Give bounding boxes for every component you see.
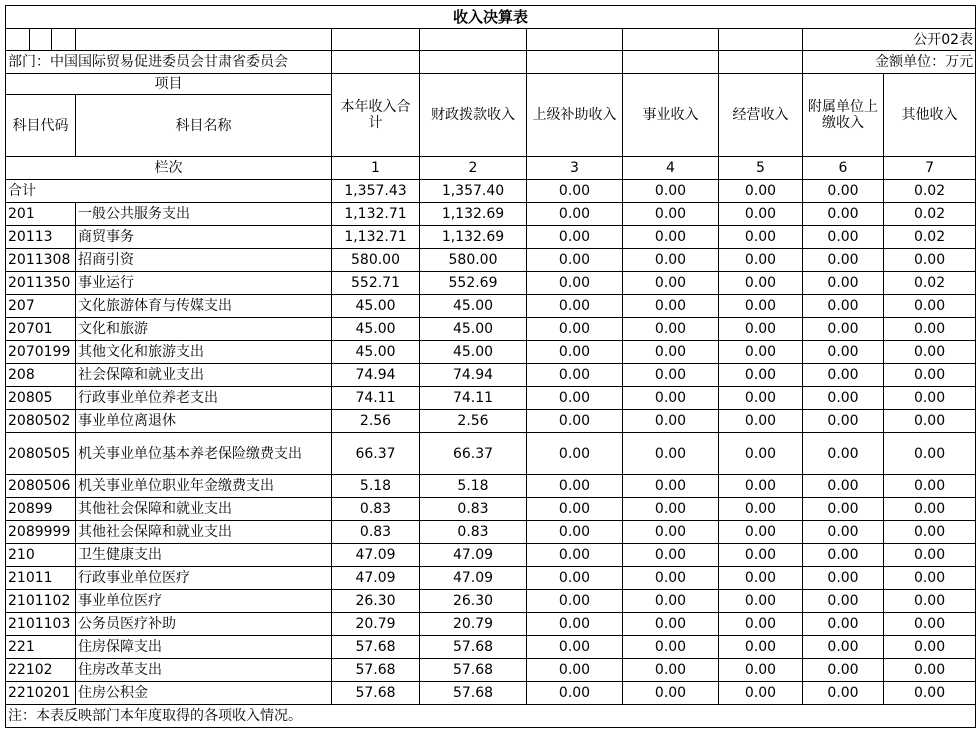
amount-cell: 0.00	[884, 544, 976, 567]
amount-cell: 0.83	[420, 521, 527, 544]
total-value: 0.00	[623, 180, 719, 203]
table-row	[6, 659, 976, 682]
amount-cell: 26.30	[332, 590, 420, 613]
column-number: 2	[420, 157, 527, 180]
amount-cell: 0.00	[884, 249, 976, 272]
amount-cell: 0.00	[884, 659, 976, 682]
amount-cell: 0.00	[623, 475, 719, 498]
subject-name: 住房保障支出	[76, 636, 332, 659]
subject-name: 住房公积金	[76, 682, 332, 705]
amount-cell: 0.00	[623, 387, 719, 410]
amount-cell: 0.00	[527, 387, 623, 410]
amount-cell: 0.00	[623, 433, 719, 475]
amount-cell: 57.68	[420, 636, 527, 659]
amount-cell: 0.00	[623, 341, 719, 364]
amount-cell: 0.00	[803, 590, 884, 613]
blank-cell	[719, 51, 803, 74]
amount-cell: 0.00	[527, 433, 623, 475]
subject-code: 20899	[6, 498, 76, 521]
header-operating: 经营收入	[719, 74, 803, 157]
subject-name: 社会保障和就业支出	[76, 364, 332, 387]
income-statement-table	[5, 5, 976, 728]
table-row	[6, 318, 976, 341]
header-code: 科目代码	[6, 95, 76, 157]
amount-cell: 45.00	[420, 318, 527, 341]
amount-cell: 0.00	[884, 410, 976, 433]
amount-cell: 2.56	[420, 410, 527, 433]
amount-cell: 0.00	[719, 387, 803, 410]
column-number: 4	[623, 157, 719, 180]
department-label: 部门：中国国际贸易促进委员会甘肃省委员会	[6, 51, 332, 74]
subject-code: 210	[6, 544, 76, 567]
subject-name: 文化旅游体育与传媒支出	[76, 295, 332, 318]
subject-code: 2101102	[6, 590, 76, 613]
amount-cell: 0.00	[803, 659, 884, 682]
amount-cell: 0.00	[527, 636, 623, 659]
table-row	[6, 387, 976, 410]
amount-cell: 0.00	[803, 613, 884, 636]
column-number: 7	[884, 157, 976, 180]
amount-cell: 0.00	[803, 682, 884, 705]
total-value: 1,357.40	[420, 180, 527, 203]
subject-code: 20113	[6, 226, 76, 249]
subject-code: 20701	[6, 318, 76, 341]
amount-cell: 0.83	[332, 498, 420, 521]
subject-code: 20805	[6, 387, 76, 410]
total-value: 0.02	[884, 180, 976, 203]
amount-cell: 0.00	[527, 544, 623, 567]
amount-cell: 0.83	[332, 521, 420, 544]
amount-cell: 57.68	[332, 659, 420, 682]
amount-cell: 0.00	[719, 498, 803, 521]
header-affiliated: 附属单位上缴收入	[803, 74, 884, 157]
amount-cell: 57.68	[420, 659, 527, 682]
subject-name: 事业运行	[76, 272, 332, 295]
unit-label: 金额单位：万元	[803, 51, 976, 74]
amount-cell: 0.00	[719, 636, 803, 659]
column-number: 3	[527, 157, 623, 180]
subject-code: 2080506	[6, 475, 76, 498]
subject-name: 其他文化和旅游支出	[76, 341, 332, 364]
amount-cell: 0.00	[719, 410, 803, 433]
amount-cell: 66.37	[420, 433, 527, 475]
amount-cell: 0.00	[527, 498, 623, 521]
amount-cell: 0.00	[803, 249, 884, 272]
subject-name: 招商引资	[76, 249, 332, 272]
amount-cell: 0.00	[719, 475, 803, 498]
header-other: 其他收入	[884, 74, 976, 157]
amount-cell: 0.00	[719, 567, 803, 590]
blank-cell	[719, 29, 803, 51]
amount-cell: 0.00	[803, 318, 884, 341]
table-row	[6, 433, 976, 475]
amount-cell: 0.00	[884, 341, 976, 364]
blank-cell	[52, 29, 76, 51]
amount-cell: 580.00	[420, 249, 527, 272]
amount-cell: 0.00	[527, 295, 623, 318]
blank-cell	[527, 51, 623, 74]
amount-cell: 0.00	[884, 682, 976, 705]
amount-cell: 45.00	[332, 341, 420, 364]
amount-cell: 26.30	[420, 590, 527, 613]
column-number: 1	[332, 157, 420, 180]
amount-cell: 0.00	[719, 249, 803, 272]
table-row	[6, 590, 976, 613]
amount-cell: 0.00	[719, 521, 803, 544]
amount-cell: 0.00	[884, 475, 976, 498]
subject-name: 事业单位医疗	[76, 590, 332, 613]
table-row	[6, 272, 976, 295]
column-number: 6	[803, 157, 884, 180]
subject-name: 一般公共服务支出	[76, 203, 332, 226]
table-row	[6, 544, 976, 567]
amount-cell: 0.00	[719, 226, 803, 249]
amount-cell: 0.00	[623, 410, 719, 433]
amount-cell: 45.00	[420, 295, 527, 318]
blank-cell	[332, 29, 420, 51]
header-total-income: 本年收入合计	[332, 74, 420, 157]
subject-name: 行政事业单位医疗	[76, 567, 332, 590]
table-row	[6, 249, 976, 272]
subject-code: 2011350	[6, 272, 76, 295]
blank-cell	[30, 29, 52, 51]
blank-cell	[420, 29, 527, 51]
header-item: 项目	[6, 74, 332, 95]
amount-cell: 552.71	[332, 272, 420, 295]
table-row	[6, 295, 976, 318]
amount-cell: 0.00	[623, 498, 719, 521]
amount-cell: 57.68	[332, 636, 420, 659]
table-note: 注：本表反映部门本年度取得的各项收入情况。	[6, 705, 976, 728]
amount-cell: 0.00	[527, 590, 623, 613]
blank-cell	[6, 29, 30, 51]
amount-cell: 0.00	[719, 341, 803, 364]
amount-cell: 0.00	[803, 498, 884, 521]
amount-cell: 0.00	[623, 590, 719, 613]
amount-cell: 0.00	[803, 364, 884, 387]
table-title: 收入决算表	[6, 6, 976, 29]
subject-code: 21011	[6, 567, 76, 590]
subject-code: 2070199	[6, 341, 76, 364]
amount-cell: 0.00	[527, 364, 623, 387]
subject-code: 2080502	[6, 410, 76, 433]
amount-cell: 0.00	[719, 272, 803, 295]
amount-cell: 0.00	[719, 682, 803, 705]
amount-cell: 57.68	[332, 682, 420, 705]
amount-cell: 0.00	[527, 249, 623, 272]
table-row	[6, 613, 976, 636]
table-row	[6, 498, 976, 521]
amount-cell: 0.00	[623, 636, 719, 659]
amount-cell: 1,132.69	[420, 226, 527, 249]
subject-code: 208	[6, 364, 76, 387]
amount-cell: 0.00	[527, 475, 623, 498]
amount-cell: 5.18	[332, 475, 420, 498]
amount-cell: 0.00	[719, 433, 803, 475]
amount-cell: 0.00	[884, 613, 976, 636]
amount-cell: 0.00	[803, 475, 884, 498]
subject-code: 22102	[6, 659, 76, 682]
subject-name: 公务员医疗补助	[76, 613, 332, 636]
amount-cell: 0.00	[623, 567, 719, 590]
amount-cell: 0.00	[623, 203, 719, 226]
amount-cell: 580.00	[332, 249, 420, 272]
amount-cell: 0.00	[719, 590, 803, 613]
table-row	[6, 636, 976, 659]
amount-cell: 0.00	[623, 659, 719, 682]
amount-cell: 20.79	[420, 613, 527, 636]
amount-cell: 0.02	[884, 226, 976, 249]
table-row	[6, 226, 976, 249]
subject-name: 住房改革支出	[76, 659, 332, 682]
amount-cell: 45.00	[420, 341, 527, 364]
subject-name: 其他社会保障和就业支出	[76, 498, 332, 521]
table-row	[6, 567, 976, 590]
amount-cell: 0.00	[623, 613, 719, 636]
amount-cell: 0.00	[527, 226, 623, 249]
amount-cell: 45.00	[332, 318, 420, 341]
amount-cell: 1,132.69	[420, 203, 527, 226]
amount-cell: 0.00	[719, 659, 803, 682]
amount-cell: 0.00	[623, 364, 719, 387]
amount-cell: 0.00	[719, 318, 803, 341]
amount-cell: 0.00	[527, 318, 623, 341]
total-value: 0.00	[803, 180, 884, 203]
subject-name: 行政事业单位养老支出	[76, 387, 332, 410]
amount-cell: 74.94	[332, 364, 420, 387]
header-superior: 上级补助收入	[527, 74, 623, 157]
amount-cell: 0.00	[884, 433, 976, 475]
table-row	[6, 341, 976, 364]
amount-cell: 0.00	[623, 318, 719, 341]
amount-cell: 0.00	[623, 682, 719, 705]
header-name: 科目名称	[76, 95, 332, 157]
table-row	[6, 410, 976, 433]
amount-cell: 0.00	[803, 636, 884, 659]
amount-cell: 66.37	[332, 433, 420, 475]
amount-cell: 0.00	[719, 203, 803, 226]
amount-cell: 0.00	[623, 544, 719, 567]
amount-cell: 47.09	[420, 544, 527, 567]
amount-cell: 0.00	[803, 272, 884, 295]
blank-cell	[623, 51, 719, 74]
amount-cell: 0.00	[527, 613, 623, 636]
blank-cell	[420, 51, 527, 74]
amount-cell: 0.00	[803, 567, 884, 590]
column-number: 5	[719, 157, 803, 180]
amount-cell: 1,132.71	[332, 203, 420, 226]
amount-cell: 0.00	[884, 590, 976, 613]
amount-cell: 0.00	[884, 567, 976, 590]
amount-cell: 0.00	[719, 364, 803, 387]
header-row-index: 栏次	[6, 157, 332, 180]
amount-cell: 0.00	[527, 682, 623, 705]
table-row	[6, 203, 976, 226]
header-business: 事业收入	[623, 74, 719, 157]
amount-cell: 0.00	[884, 636, 976, 659]
subject-name: 其他社会保障和就业支出	[76, 521, 332, 544]
amount-cell: 0.00	[527, 341, 623, 364]
amount-cell: 0.00	[527, 203, 623, 226]
amount-cell: 0.00	[884, 387, 976, 410]
amount-cell: 0.00	[719, 544, 803, 567]
amount-cell: 0.00	[527, 521, 623, 544]
amount-cell: 45.00	[332, 295, 420, 318]
subject-name: 机关事业单位基本养老保险缴费支出	[76, 433, 332, 475]
amount-cell: 0.02	[884, 272, 976, 295]
table-row	[6, 475, 976, 498]
total-value: 1,357.43	[332, 180, 420, 203]
blank-cell	[623, 29, 719, 51]
amount-cell: 74.94	[420, 364, 527, 387]
subject-code: 2011308	[6, 249, 76, 272]
amount-cell: 0.00	[527, 410, 623, 433]
amount-cell: 57.68	[420, 682, 527, 705]
amount-cell: 0.00	[884, 521, 976, 544]
amount-cell: 47.09	[420, 567, 527, 590]
subject-code: 2080505	[6, 433, 76, 475]
amount-cell: 0.00	[803, 544, 884, 567]
amount-cell: 0.00	[803, 295, 884, 318]
amount-cell: 0.00	[719, 295, 803, 318]
amount-cell: 0.00	[623, 521, 719, 544]
subject-name: 机关事业单位职业年金缴费支出	[76, 475, 332, 498]
blank-cell	[332, 51, 420, 74]
amount-cell: 47.09	[332, 544, 420, 567]
subject-code: 221	[6, 636, 76, 659]
subject-name: 事业单位离退休	[76, 410, 332, 433]
amount-cell: 20.79	[332, 613, 420, 636]
amount-cell: 0.00	[623, 272, 719, 295]
subject-name: 商贸事务	[76, 226, 332, 249]
amount-cell: 0.00	[623, 249, 719, 272]
amount-cell: 0.00	[884, 295, 976, 318]
amount-cell: 0.00	[623, 295, 719, 318]
amount-cell: 0.83	[420, 498, 527, 521]
subject-code: 207	[6, 295, 76, 318]
header-fiscal: 财政拨款收入	[420, 74, 527, 157]
subject-code: 2101103	[6, 613, 76, 636]
amount-cell: 1,132.71	[332, 226, 420, 249]
amount-cell: 5.18	[420, 475, 527, 498]
total-value: 0.00	[719, 180, 803, 203]
amount-cell: 0.00	[803, 521, 884, 544]
amount-cell: 0.00	[803, 341, 884, 364]
amount-cell: 0.00	[527, 659, 623, 682]
amount-cell: 74.11	[332, 387, 420, 410]
amount-cell: 0.00	[803, 387, 884, 410]
amount-cell: 47.09	[332, 567, 420, 590]
amount-cell: 0.00	[803, 203, 884, 226]
amount-cell: 0.00	[884, 318, 976, 341]
amount-cell: 0.00	[884, 498, 976, 521]
subject-name: 文化和旅游	[76, 318, 332, 341]
amount-cell: 0.00	[803, 410, 884, 433]
subject-code: 2210201	[6, 682, 76, 705]
amount-cell: 0.00	[527, 272, 623, 295]
form-code: 公开02表	[803, 29, 976, 51]
amount-cell: 0.00	[884, 364, 976, 387]
amount-cell: 0.02	[884, 203, 976, 226]
amount-cell: 2.56	[332, 410, 420, 433]
blank-cell	[76, 29, 332, 51]
subject-code: 201	[6, 203, 76, 226]
table-row	[6, 364, 976, 387]
amount-cell: 0.00	[719, 613, 803, 636]
subject-name: 卫生健康支出	[76, 544, 332, 567]
amount-cell: 0.00	[527, 567, 623, 590]
amount-cell: 0.00	[803, 226, 884, 249]
amount-cell: 0.00	[623, 226, 719, 249]
amount-cell: 74.11	[420, 387, 527, 410]
table-row	[6, 682, 976, 705]
subject-code: 2089999	[6, 521, 76, 544]
total-label: 合计	[6, 180, 332, 203]
total-value: 0.00	[527, 180, 623, 203]
amount-cell: 552.69	[420, 272, 527, 295]
amount-cell: 0.00	[803, 433, 884, 475]
table-row	[6, 521, 976, 544]
blank-cell	[527, 29, 623, 51]
